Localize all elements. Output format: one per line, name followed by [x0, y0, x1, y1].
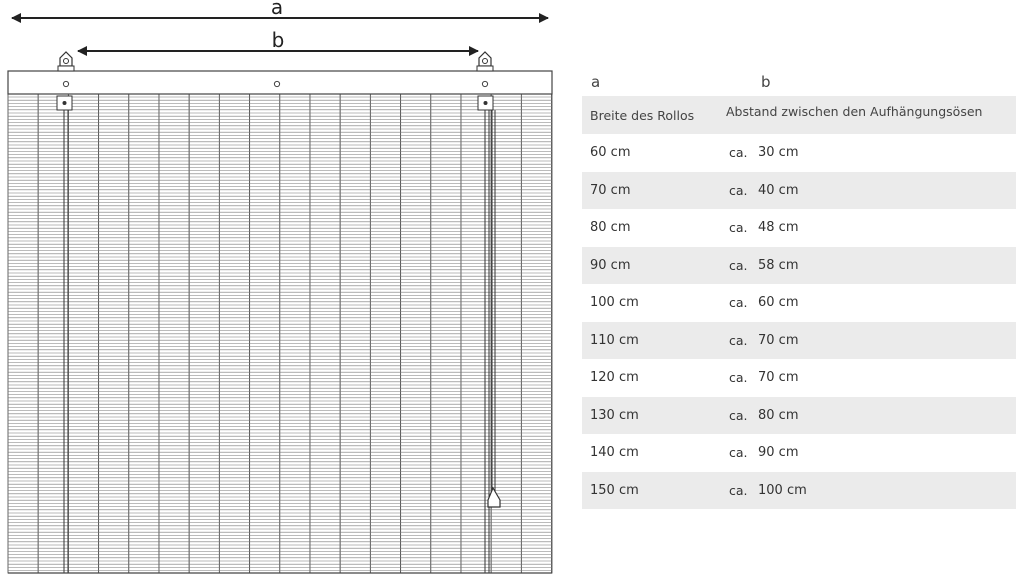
- dimension-b-label: b: [271, 28, 285, 52]
- row-approx-prefix: ca.: [729, 295, 748, 311]
- row-eyelet-distance: 90 cm: [758, 445, 799, 461]
- column-letter-b: b: [761, 73, 771, 91]
- row-blind-width: 70 cm: [590, 182, 631, 198]
- table-row: [582, 472, 1016, 510]
- row-eyelet-distance: 48 cm: [758, 220, 799, 236]
- blind-slat: [159, 94, 189, 573]
- blind-slat: [250, 94, 280, 573]
- blind-slat: [401, 94, 431, 573]
- row-blind-width: 150 cm: [590, 482, 639, 498]
- row-eyelet-distance: 80 cm: [758, 407, 799, 423]
- table-header-row: [582, 96, 1016, 134]
- dimension-a-label: a: [270, 0, 284, 19]
- row-approx-prefix: ca.: [729, 332, 748, 348]
- table-row: [582, 359, 1016, 397]
- row-eyelet-distance: 30 cm: [758, 145, 799, 161]
- blind-slat: [99, 94, 129, 573]
- table-row: [582, 172, 1016, 210]
- row-blind-width: 140 cm: [590, 445, 639, 461]
- blind-slat: [219, 94, 249, 573]
- table-column-letters: [582, 72, 1016, 96]
- row-blind-width: 120 cm: [590, 370, 639, 386]
- blind-slat: [431, 94, 461, 573]
- row-eyelet-distance: 40 cm: [758, 182, 799, 198]
- header-blind-width: Breite des Rollos: [590, 108, 695, 123]
- blind-slat: [280, 94, 310, 573]
- table-row: [582, 134, 1016, 172]
- table-row: [582, 209, 1016, 247]
- row-approx-prefix: ca.: [729, 445, 748, 461]
- blind-slat: [8, 94, 38, 573]
- row-approx-prefix: ca.: [729, 407, 748, 423]
- row-eyelet-distance: 70 cm: [758, 370, 799, 386]
- table-row: [582, 397, 1016, 435]
- row-approx-prefix: ca.: [729, 370, 748, 386]
- blind-slat: [521, 94, 551, 573]
- row-blind-width: 90 cm: [590, 257, 631, 273]
- blind-slat: [189, 94, 219, 573]
- row-blind-width: 60 cm: [590, 145, 631, 161]
- row-blind-width: 110 cm: [590, 332, 639, 348]
- row-blind-width: 80 cm: [590, 220, 631, 236]
- blind-slat: [370, 94, 400, 573]
- row-blind-width: 100 cm: [590, 295, 639, 311]
- header-eyelet-distance: Abstand zwischen den Aufhängungsösen: [726, 104, 983, 119]
- size-table: [582, 72, 1016, 509]
- row-approx-prefix: ca.: [729, 182, 748, 198]
- table-body: [582, 134, 1016, 509]
- table-row: [582, 247, 1016, 285]
- table-row: [582, 322, 1016, 360]
- row-eyelet-distance: 70 cm: [758, 332, 799, 348]
- blind-slat: [310, 94, 340, 573]
- blind-slat: [340, 94, 370, 573]
- blind-headrail: [8, 71, 552, 94]
- blind-slat: [129, 94, 159, 573]
- row-blind-width: 130 cm: [590, 407, 639, 423]
- row-approx-prefix: ca.: [729, 145, 748, 161]
- dimension-a: [12, 0, 548, 19]
- table-row: [582, 434, 1016, 472]
- row-approx-prefix: ca.: [729, 220, 748, 236]
- row-eyelet-distance: 100 cm: [758, 482, 807, 498]
- column-letter-a: a: [591, 73, 601, 91]
- row-approx-prefix: ca.: [729, 482, 748, 498]
- table-row: [582, 284, 1016, 322]
- row-eyelet-distance: 58 cm: [758, 257, 799, 273]
- blind-slats: [8, 94, 552, 573]
- row-approx-prefix: ca.: [729, 257, 748, 273]
- dimension-b: [78, 28, 478, 52]
- blind-slat: [461, 94, 491, 573]
- blind-slat: [68, 94, 98, 573]
- row-eyelet-distance: 60 cm: [758, 295, 799, 311]
